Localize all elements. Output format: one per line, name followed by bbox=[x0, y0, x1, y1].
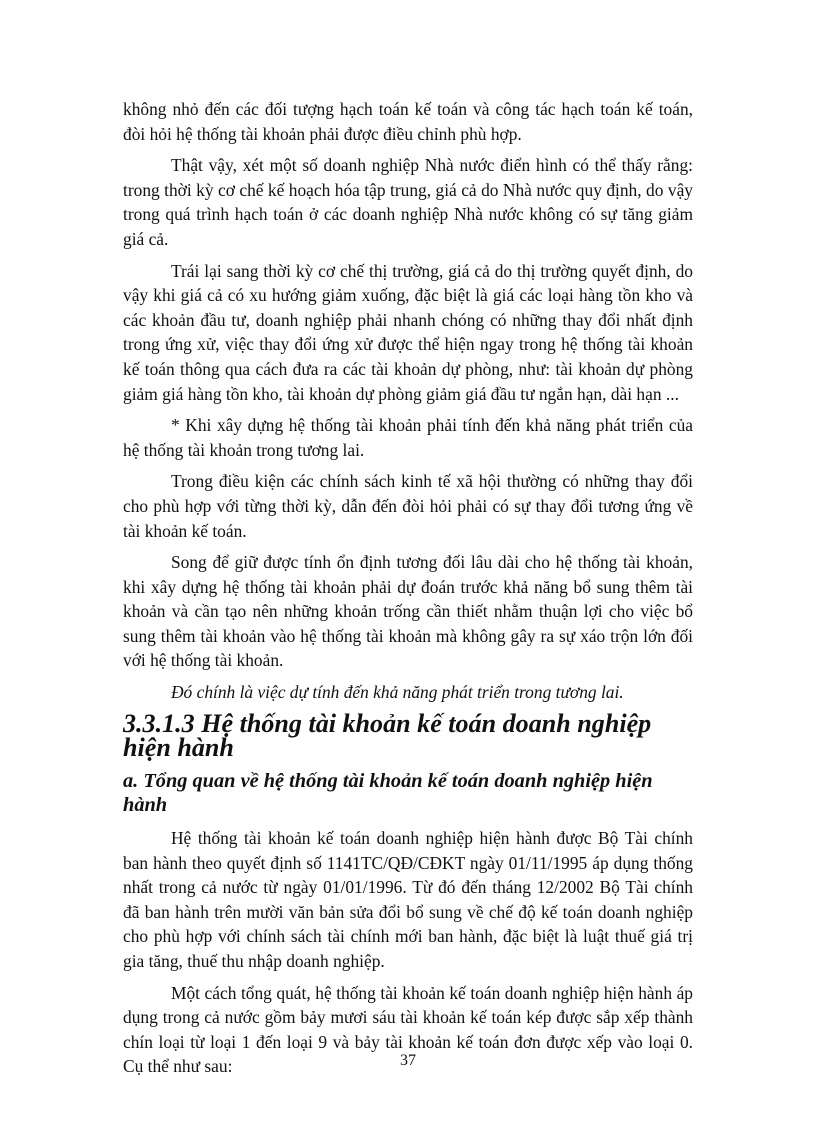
section-heading: 3.3.1.3 Hệ thống tài khoản kế toán doanh nghiệp hiện hành bbox=[123, 708, 652, 763]
paragraph-overview: Hệ thống tài khoản kế toán doanh nghiệp hiện hành được Bộ Tài chính ban hành theo quyết định số 1141TC/QĐ/CĐKT ngày 01/11/1995 áp dụng thống nhất trong cả nước từ ngày 01/01/1996. Từ đó đến tháng 12/2002 Bộ Tài chính đã ban hành trên mười văn bản sửa đổi bổ sung về chế độ kế toán doanh nghiệp cho phù hợp với chính sách tài chính mới ban hành, đặc biệt là luật thuế giá trị gia tăng, thuế thu nhập doanh nghiệp. bbox=[123, 828, 693, 971]
paragraph-future-development: * Khi xây dựng hệ thống tài khoản phải tính đến khả năng phát triển của hệ thống tài khoản trong tương lai. bbox=[123, 415, 693, 460]
paragraph-market-mechanism: Trái lại sang thời kỳ cơ chế thị trường, giá cả do thị trường quyết định, do vậy khi giá cả có xu hướng giảm xuống, đặc biệt là giá các loại hàng tồn kho và các khoản đầu tư, doanh nghiệp phải nhanh chóng có những thay đổi nhất định trong ứng xử, việc thay đổi ứng xử được thể hiện ngay trong hệ thống tài khoản kế toán thông qua cách đưa ra các tài khoản dự phòng, như: tài khoản dự phòng giảm giá hàng tồn kho, tài khoản dự phòng giảm giá đầu tư ngắn hạn, dài hạn ... bbox=[123, 260, 693, 404]
paragraph-policy-changes: Trong điều kiện các chính sách kinh tế xã hội thường có những thay đổi cho phù hợp với từng thời kỳ, dẫn đến đòi hỏi phải có sự thay đổi tương ứng về tài khoản kế toán. bbox=[123, 471, 693, 541]
page-number: 37 bbox=[400, 1052, 416, 1069]
page-body bbox=[123, 97, 693, 1086]
paragraph-state-enterprise: Thật vậy, xét một số doanh nghiệp Nhà nước điển hình có thể thấy rằng: trong thời kỳ cơ chế kế hoạch hóa tập trung, giá cả do Nhà nước quy định, do vậy trong quá trình hạch toán ở các doanh nghiệp Nhà nước không có sự tăng giảm giá cả. bbox=[123, 155, 693, 249]
subsection-heading: a. Tổng quan về hệ thống tài khoản kế toán doanh nghiệp hiện hành bbox=[123, 769, 653, 817]
paragraph-conclusion: Đó chính là việc dự tính đến khả năng phát triển trong tương lai. bbox=[171, 682, 624, 703]
paragraph-continuation: không nhỏ đến các đối tượng hạch toán kế toán và công tác hạch toán kế toán, đòi hỏi hệ thống tài khoản phải được điều chỉnh phù hợp. bbox=[123, 99, 693, 144]
paragraph-stability: Song để giữ được tính ổn định tương đối lâu dài cho hệ thống tài khoản, khi xây dựng hệ thống tài khoản phải dự đoán trước khả năng bổ sung thêm tài khoản và cần tạo nên những khoản trống cần thiết nhằm thuận lợi cho việc bổ sung thêm tài khoản vào hệ thống tài khoản mà không gây ra sự xáo trộn lớn đối với hệ thống tài khoản. bbox=[123, 552, 693, 671]
paragraph-summary: Một cách tổng quát, hệ thống tài khoản kế toán doanh nghiệp hiện hành áp dụng trong cả nước gồm bảy mươi sáu tài khoản kế toán kép được sắp xếp thành chín loại từ loại 1 đến loại 9 và bảy tài khoản kế toán đơn được xếp vào loại 0. Cụ thể như sau: bbox=[123, 982, 693, 1077]
